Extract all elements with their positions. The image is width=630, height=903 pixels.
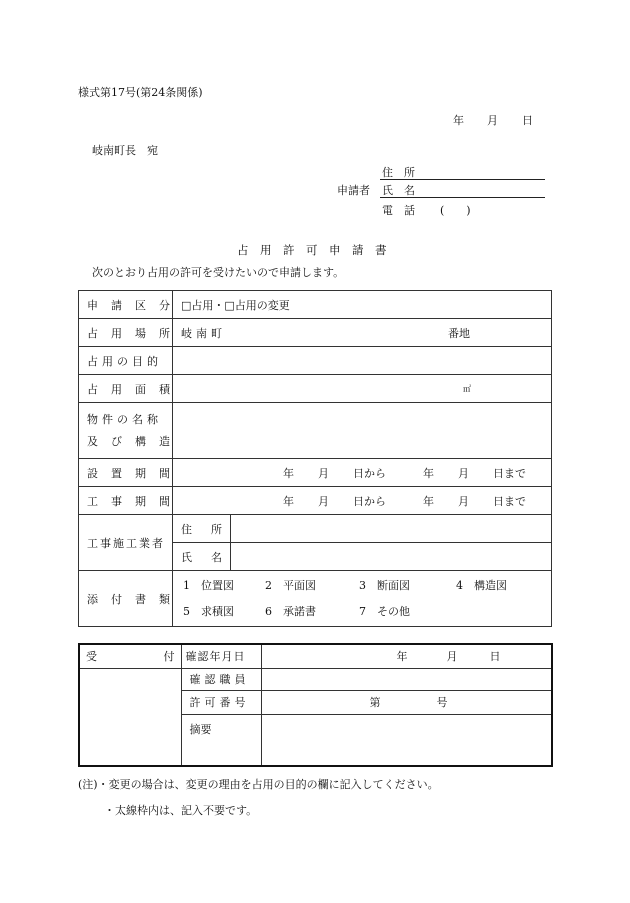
location-town: 岐南町 (181, 326, 226, 340)
label-install: 設置期間 (79, 459, 173, 487)
row-confirm-staff (79, 668, 552, 690)
applicant-phone-paren: ( ) (440, 204, 471, 217)
row-location (79, 319, 552, 347)
row-receipt (79, 644, 552, 668)
confirm-date-field[interactable] (261, 644, 552, 668)
attachment-4[interactable]: 4 構造図 (456, 579, 507, 592)
attachment-2[interactable]: 2 平面図 (265, 579, 316, 592)
applicant-name-label: 氏 名 (382, 184, 415, 197)
intro-text: 次のとおり占用の許可を受けたいので申請します。 (92, 266, 345, 279)
label-object-line2: 及び構造 (87, 434, 183, 448)
construct-year-2: 年 (423, 494, 434, 508)
form-number: 様式第17号(第24条関係) (78, 86, 203, 99)
location-field[interactable] (173, 319, 552, 347)
confirm-staff-field[interactable] (261, 668, 552, 690)
attachments-field[interactable] (173, 571, 552, 627)
confirm-day: 日 (489, 650, 501, 664)
permit-no-field[interactable] (261, 690, 552, 714)
date-year-label: 年 (453, 114, 464, 127)
label-contractor-address: 住 所 (173, 515, 231, 543)
attachment-3[interactable]: 3 断面図 (359, 579, 410, 592)
contractor-name-field[interactable] (231, 543, 552, 571)
office-use-table (78, 643, 553, 767)
label-purpose: 占用の目的 (79, 347, 173, 375)
location-banchi: 番地 (448, 326, 470, 340)
install-period-field[interactable] (173, 459, 552, 487)
construct-from: 日から (353, 494, 386, 508)
row-attachments (79, 571, 552, 627)
note-2: ・太線枠内は、記入不要です。 (104, 804, 258, 817)
label-category (79, 291, 183, 319)
date-month-label: 月 (487, 114, 498, 127)
permit-prefix: 第 (369, 696, 381, 709)
row-purpose (79, 347, 552, 375)
area-field[interactable] (173, 375, 552, 403)
row-contractor-address (79, 515, 552, 543)
row-category (79, 291, 552, 319)
construct-month-1: 月 (318, 494, 329, 508)
receipt-char-b: 付 (163, 650, 175, 664)
form-title: 占 用 許 可 申 請 書 (237, 243, 387, 257)
contractor-address-field[interactable] (231, 515, 552, 543)
date-day-label: 日 (522, 114, 533, 127)
attachment-5[interactable]: 5 求積図 (183, 605, 234, 618)
applicant-address-label: 住 所 (382, 166, 415, 179)
applicant-address-line[interactable] (380, 179, 545, 180)
row-install-period (79, 459, 552, 487)
summary-field[interactable] (261, 714, 552, 766)
row-construct-period (79, 487, 552, 515)
label-contractor-name: 氏 名 (173, 543, 231, 571)
label-summary: 摘要 (181, 714, 261, 766)
install-month-2: 月 (458, 466, 469, 480)
label-contractor: 工事施工業者 (79, 515, 173, 571)
confirm-year: 年 (396, 650, 408, 664)
purpose-field[interactable] (173, 347, 552, 375)
category-options[interactable]: □占用・□占用の変更 (173, 291, 552, 319)
construct-year-1: 年 (283, 494, 294, 508)
label-construct: 工事期間 (79, 487, 173, 515)
attachment-7[interactable]: 7 その他 (359, 605, 410, 618)
receipt-char-a: 受 (86, 650, 97, 664)
label-location: 占用場所 (79, 319, 173, 347)
install-from: 日から (353, 466, 386, 480)
label-object-line1: 物件の名称 (87, 412, 162, 426)
construct-month-2: 月 (458, 494, 469, 508)
addressee: 岐南町長 宛 (92, 144, 158, 157)
label-permit-no: 許可番号 (181, 690, 261, 714)
install-until: 日まで (493, 466, 526, 480)
install-month-1: 月 (318, 466, 329, 480)
install-year-1: 年 (283, 466, 294, 480)
install-year-2: 年 (423, 466, 434, 480)
applicant-phone-label: 電 話 (382, 204, 415, 217)
application-table (78, 290, 552, 627)
construct-until: 日まで (493, 494, 526, 508)
permit-suffix: 号 (436, 696, 448, 709)
label-confirm-date: 確認年月日 (181, 644, 261, 668)
label-area: 占用面積 (79, 375, 173, 403)
attachment-1[interactable]: 1 位置図 (183, 579, 234, 592)
applicant-label: 申請者 (337, 184, 370, 197)
label-object (79, 403, 183, 459)
receipt-stamp-area[interactable] (79, 668, 181, 766)
applicant-name-line[interactable] (380, 197, 545, 198)
construct-period-field[interactable] (173, 487, 552, 515)
label-confirm-staff: 確認職員 (181, 668, 261, 690)
confirm-month: 月 (446, 650, 458, 664)
label-category-text: 申請区分 (87, 298, 183, 312)
object-field[interactable] (173, 403, 552, 459)
label-attachments: 添付書類 (79, 571, 173, 627)
row-area (79, 375, 552, 403)
note-1: (注)・変更の場合は、変更の理由を占用の目的の欄に記入してください。 (78, 778, 439, 791)
row-object (79, 403, 552, 459)
attachment-6[interactable]: 6 承諾書 (265, 605, 316, 618)
area-unit: ㎡ (463, 384, 471, 393)
label-receipt (79, 644, 181, 668)
